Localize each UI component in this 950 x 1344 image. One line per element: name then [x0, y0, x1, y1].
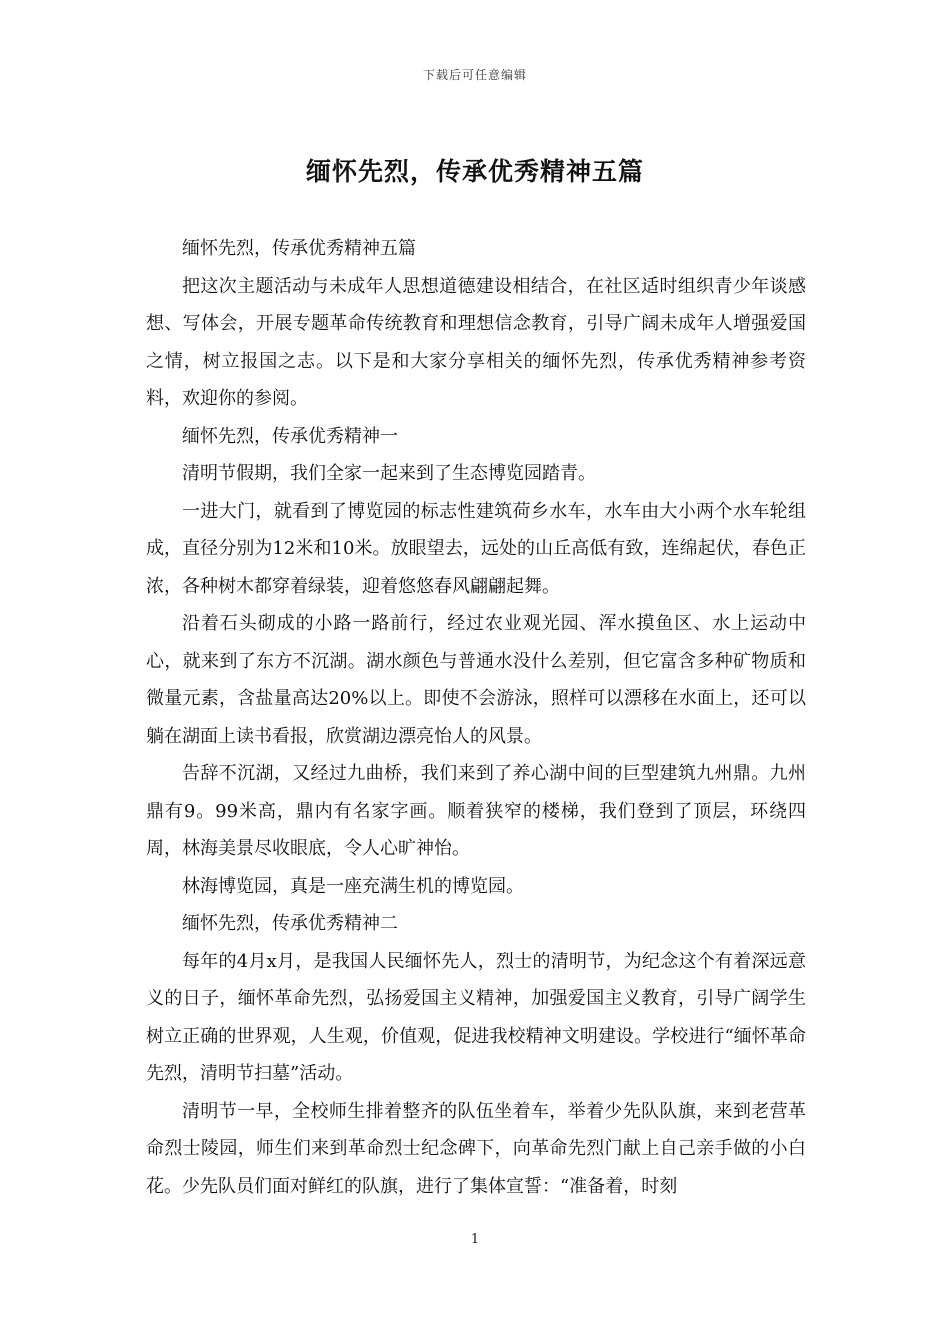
paragraph: 清明节假期，我们全家一起来到了生态博览园踏青。: [182, 463, 596, 484]
page-number: 1: [470, 1232, 480, 1247]
paragraph: 告辞不沉湖，又经过九曲桥，我们来到了养心湖中间的巨型建筑九州鼎。九州鼎有9。99米高，鼎内有名家字画。顺着狭窄的楼梯，我们登到了顶层，环绕四周，林海美景尽收眼底，令人心旷神怡。: [146, 763, 806, 859]
section-heading: 缅怀先烈，传承优秀精神二: [182, 913, 398, 934]
paragraph: 一进大门，就看到了博览园的标志性建筑荷乡水车，水车由大小两个水车轮组成，直径分别为12米和10米。放眼望去，远处的山丘高低有致，连绵起伏，春色正浓，各种树木都穿着绿装，迎着悠悠春风翩翩起舞。: [146, 500, 806, 597]
section-heading: 缅怀先烈，传承优秀精神一: [182, 425, 398, 447]
paragraph: 清明节一早，全校师生排着整齐的队伍坐着车，举着少先队队旗，来到老营革命烈士陵园，师生们来到革命烈士纪念碑下，向革命先烈门献上自己亲手做的小白花。少先队员们面对鲜红的队旗，进行了集体宣誓：“准备着，时刻: [146, 1100, 806, 1197]
paragraph: 每年的4月x月，是我国人民缅怀先人，烈士的清明节，为纪念这个有着深远意义的日子，缅怀革命先烈，弘扬爱国主义精神，加强爱国主义教育，引导广阔学生树立正确的世界观，人生观，价值观，促进我校精神文明建设。学校进行“缅怀革命先烈，清明节扫墓”活动。: [146, 950, 806, 1084]
paragraph: 沿着石头砌成的小路一路前行，经过农业观光园、浑水摸鱼区、水上运动中心，就来到了东方不沉湖。湖水颜色与普通水没什么差别，但它富含多种矿物质和微量元素，含盐量高达20%以上。即使不会游泳，照样可以漂移在水面上，还可以躺在湖面上读书看报，欣赏湖边漂亮怡人的风景。: [146, 613, 806, 747]
document-body: [146, 230, 806, 1205]
page-header: 下载后可任意编辑: [422, 68, 527, 82]
document-title: 缅怀先烈，传承优秀精神五篇: [305, 157, 644, 186]
paragraph: 把这次主题活动与未成年人思想道德建设相结合，在社区适时组织青少年谈感想、写体会，开展专题革命传统教育和理想信念教育，引导广阔未成年人增强爱国之情，树立报国之志。以下是和大家分享相关的缅怀先烈，传承优秀精神参考资料，欢迎你的参阅。: [146, 275, 806, 409]
paragraph-subtitle: 缅怀先烈，传承优秀精神五篇: [182, 238, 416, 259]
paragraph: 林海博览园，真是一座充满生机的博览园。: [182, 875, 524, 897]
